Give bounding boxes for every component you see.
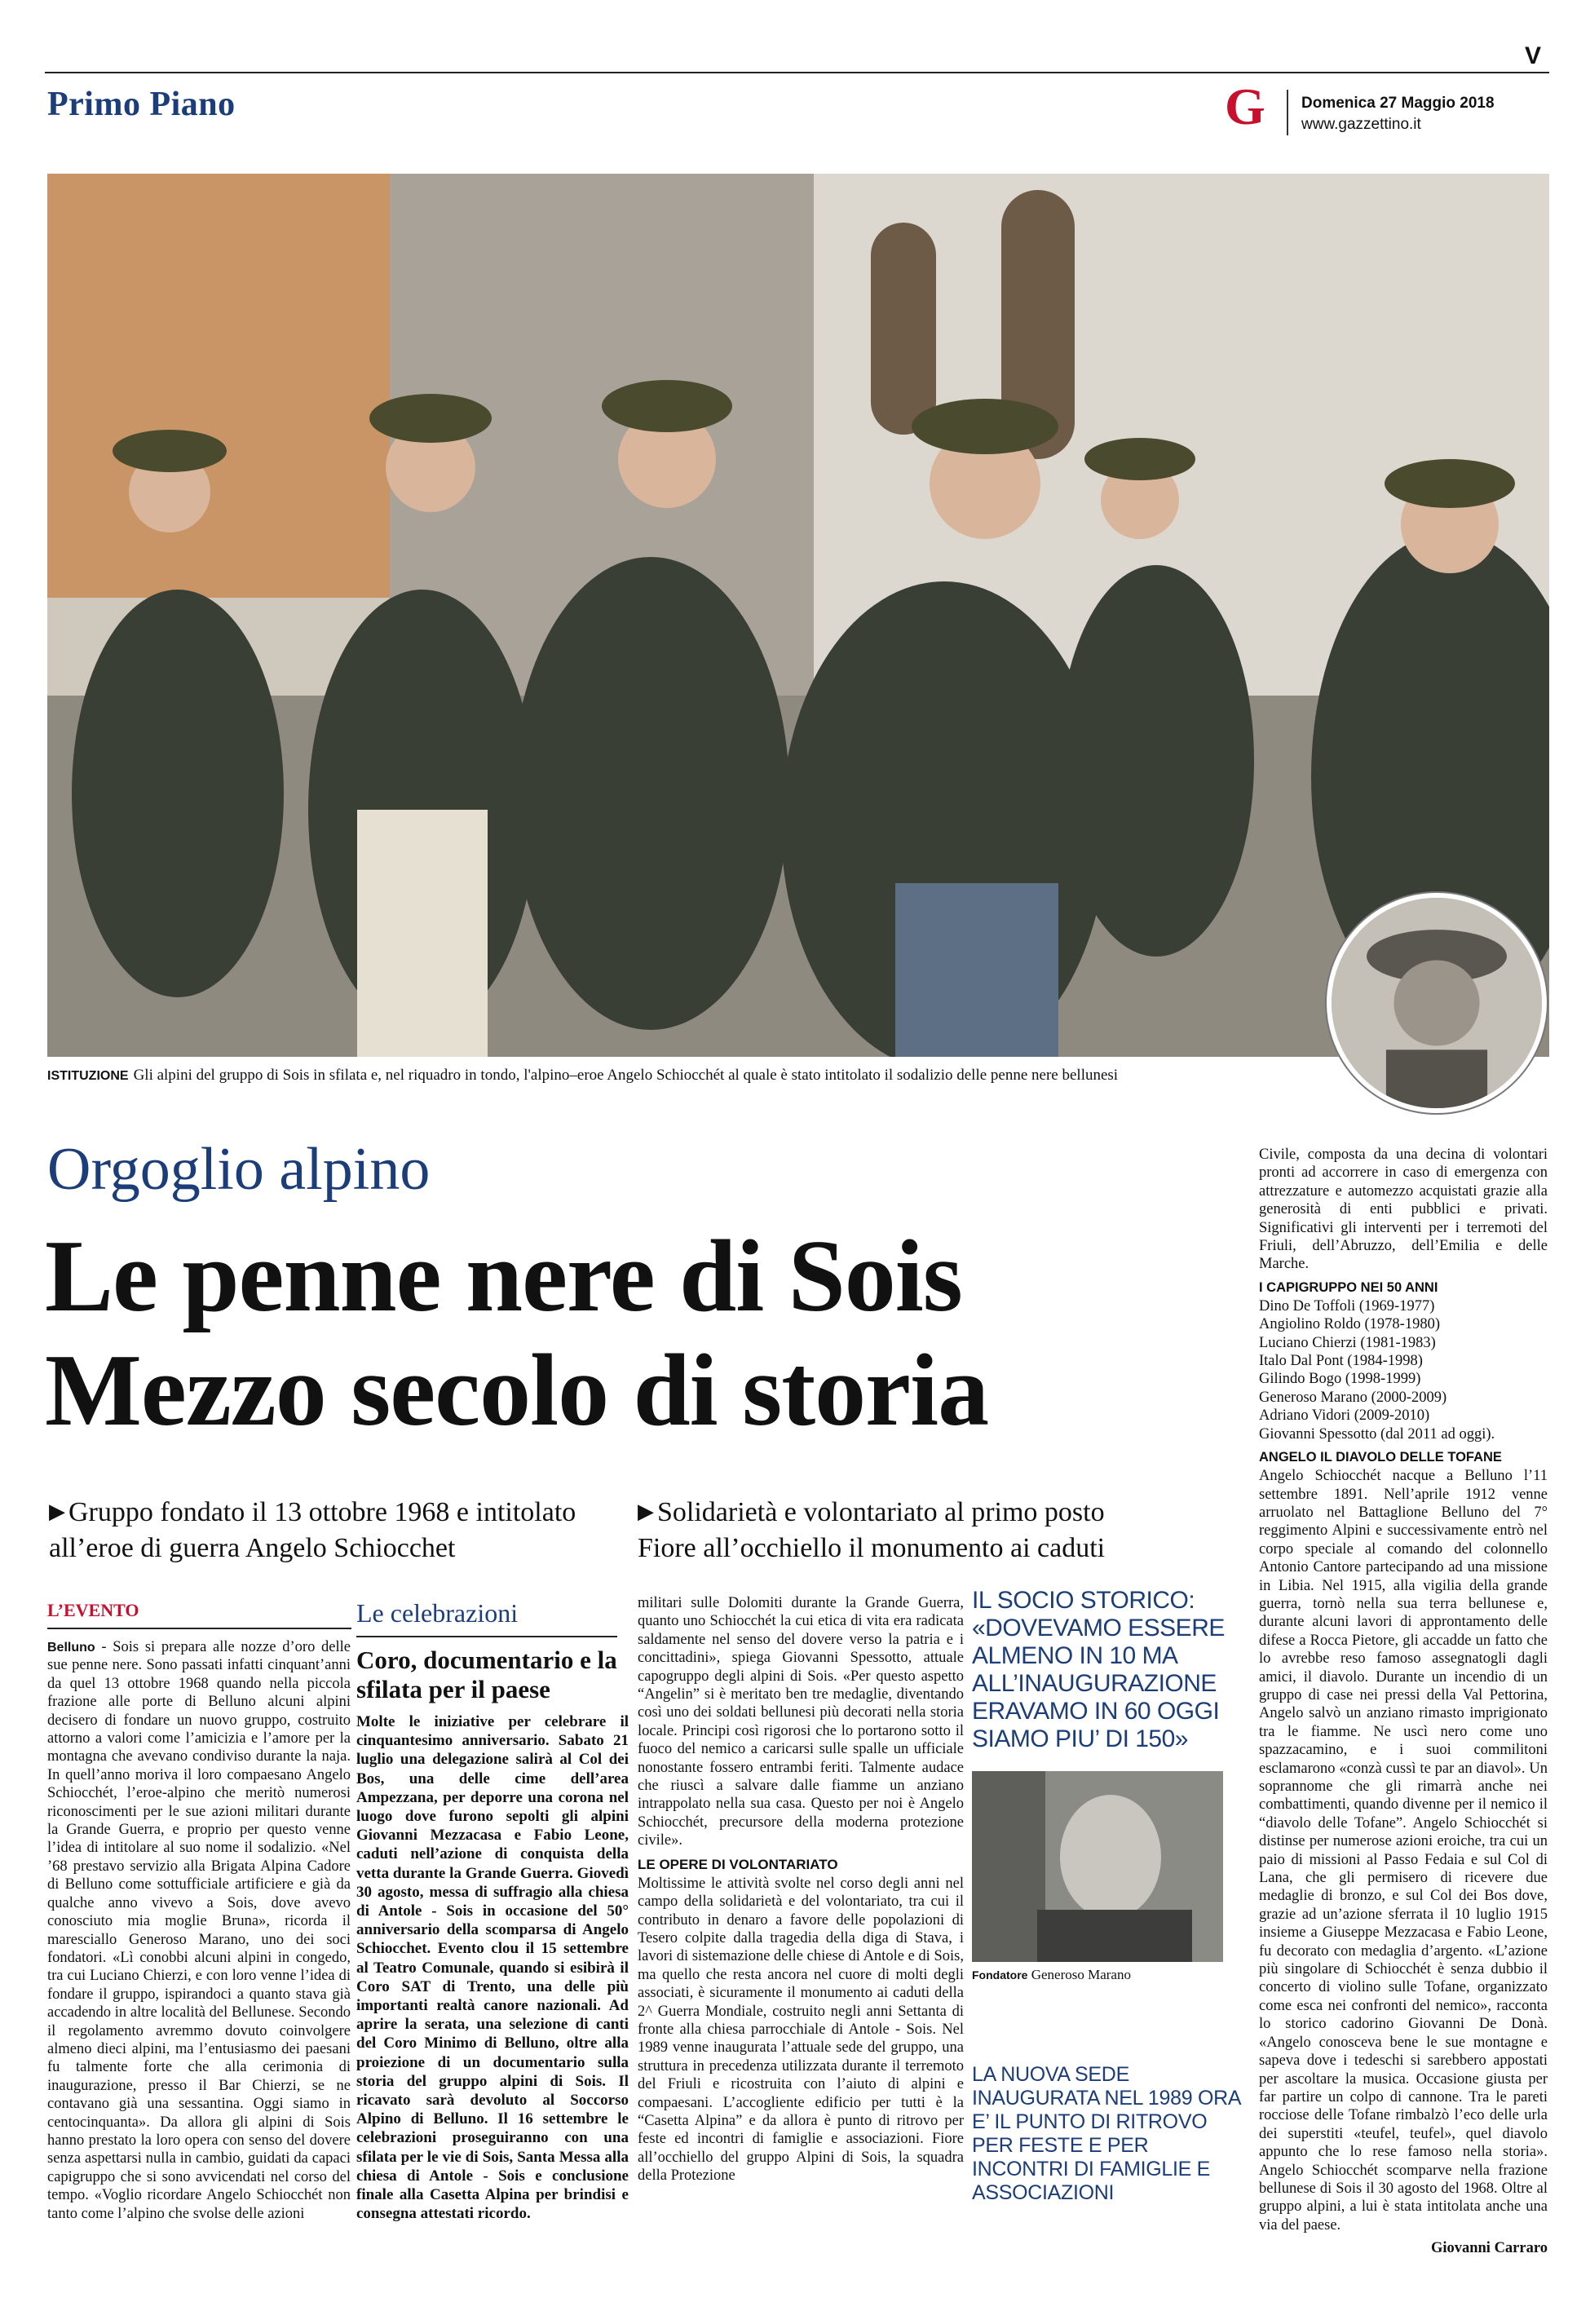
evento-text: - Sois si prepara alle nozze d’oro delle sue penne nere. Sono passati infatti cinquant’anni da quel 13 ottobre 1968 quando nella piccola frazione alle porte di Belluno alcuni alpini decisero di fondare un nuovo gruppo, costruito attorno a valori come l’amicizia e l’amore per la montagna che avevano condiviso durante la naja. In quell’anno moriva il loro compaesano Angelo Schiocchét, l’eroe-alpino che meritò numerosi riconoscimenti per le sue azioni militari durante la Grande Guerra, e proprio per questo venne l’idea di intitolare al suo nome il sodalizio. «Nel ’68 prestavo servizio alla Brigata Alpina Cadore di Belluno come sottufficiale artificiere e già da qualche anno vivevo a Sois, dove avevo conosciuto mia moglie Bruna», ricorda il maresciallo Generoso Marano, uno dei soci fondatori. «Lì conobbi alcuni alpini in congedo, tra cui Luciano Chierzi, e con loro venne l’idea di fondare il gruppo, ispirandoci a quanto stava già accadendo in altre località del Bellunese. Secondo il regolamento avremmo dovuto coinvolgere almeno dieci alpini, ma l’entusiasmo dei paesani fu talmente forte che alla cerimonia di inaugurazione, presso il Bar Chierzi, se ne contavano già una sessantina. Oggi siamo in centocinquanta». Da allora gli alpini di Sois hanno prestato la loro opera con senso del dovere senza aspettarsi nulla in cambio, guidati da capaci capigruppo che si sono avvicendati nel corso del tempo. «Voglio ricordare Angelo Schiocchét non tanto come l’alpino che svolse delle azioni	[47, 1639, 351, 2222]
evento-paragraph	[47, 1638, 351, 2223]
headline	[45, 1220, 1252, 1448]
photo-caption	[47, 1066, 1303, 1085]
pull-quote-socio: IL SOCIO STORICO: «DOVEVAMO ESSERE ALMENO IN 10 MA ALL’INAUGURAZIONE ERAVAMO IN 60 OGGI SIAMO PIU’ DI 150»	[972, 1587, 1225, 1752]
main-photo	[47, 174, 1549, 1057]
portrait-caption-lead: Fondatore	[972, 1968, 1028, 1982]
issue-date: Domenica 27 Maggio 2018	[1301, 95, 1495, 112]
column-right	[1259, 1146, 1548, 2258]
column-celebrazioni	[356, 1712, 629, 2223]
triangle-icon: ▶	[49, 1500, 65, 1523]
sub-right-line-1: Solidarietà e volontariato al primo posto	[657, 1497, 1105, 1527]
section-label: Primo Piano	[47, 86, 236, 123]
headline-line-2: Mezzo secolo di storia	[45, 1334, 989, 1447]
portrait-illustration	[972, 1771, 1223, 1962]
list-item: Gilindo Bogo (1998-1999)	[1259, 1371, 1421, 1388]
caption-text: Gli alpini del gruppo di Sois in sfilata e, nel riquadro in tondo, l'alpino–eroe Angelo Schiocchét al quale è stato intitolato il sodalizio delle penne nere bellunesi	[133, 1067, 1119, 1084]
list-item: Generoso Marano (2000-2009)	[1259, 1389, 1447, 1406]
pull-quote-sede: LA NUOVA SEDE INAUGURATA NEL 1989 ORA E’ IL PUNTO DI RITROVO PER FESTE E PER INCONTRI DI FAMIGLIE E ASSOCIAZIONI	[972, 2063, 1240, 2204]
list-item: Dino De Toffoli (1969-1977)	[1259, 1297, 1435, 1314]
list-item: Luciano Chierzi (1981-1983)	[1259, 1334, 1436, 1351]
celebrazioni-rule	[356, 1636, 617, 1637]
column-continuation	[638, 1594, 964, 2185]
inset-portrait-schiocchet	[1327, 893, 1547, 1113]
diavolo-subhead: ANGELO IL DIAVOLO DELLE TOFANE	[1259, 1450, 1502, 1465]
list-item: Giovanni Spessotto (dal 2011 ad oggi).	[1259, 1425, 1495, 1443]
list-item: Italo Dal Pont (1984-1998)	[1259, 1353, 1423, 1370]
sub-right-line-2: Fiore all’occhiello il monumento ai caduti	[638, 1533, 1106, 1563]
kicker: Orgoglio alpino	[47, 1136, 431, 1203]
triangle-icon: ▶	[638, 1500, 654, 1523]
capigruppo-list	[1259, 1297, 1548, 1443]
top-rule	[45, 72, 1549, 73]
continuation-text-a: militari sulle Dolomiti durante la Grande Guerra, quanto uno Schiocchét la cui etica di vita era radicata saldamente nel senso del dovere verso la patria e i concittadini», spiega Giovanni Spessotto, attuale capogruppo degli alpini di Sois. «Per questo aspetto “Angelin” si è meritato ben tre medaglie, diventando così uno dei soldati bellunesi più decorati nella storia locale. Principi così rigorosi che lo portarono sotto il fuoco del nemico a caricarsi sulle spalle un ufficiale nonostante fossero entrambi feriti. Talmente audace che riuscì a salvare dalle fiamme un anziano intrappolato nella sua casa. Questo per noi è Angelo Schiocchét, precursore della moderna protezione civile».	[638, 1595, 964, 1849]
list-item: Adriano Vidori (2009-2010)	[1259, 1407, 1430, 1425]
subheadline-left	[49, 1494, 636, 1566]
continuation-text-b: Moltissime le attività svolte nel corso degli anni nel campo della solidarietà e del volontariato, tra cui il contributo in denaro a favore delle popolazioni di Tesero colpite dalla tragedia della diga di Stava, i lavori di sistemazione delle chiese di Antole e di Sois, ma quello che resta ancora nel cuore di molti degli associati, è sicuramente il monumento ai caduti della 2^ Guerra Mondiale, costruito negli anni Settanta di fronte alla chiesa parrocchiale di Antole - Sois. Nel 1989 venne inaugurata l’attuale sede del gruppo, una struttura in precedenza utilizzata durante il terremoto del Friuli e ricostruita con l’aiuto di alpini e compaesani. L’accogliente edificio per tutti è la “Casetta Alpina” e da allora è punto di ritrovo per feste ed incontri di famiglie e associazioni. Fiore all’occhiello del gruppo Alpini di Sois, la squadra della Protezione	[638, 1875, 964, 2185]
parade-photo-illustration	[47, 174, 1549, 1057]
diavolo-text: Angelo Schiocchét nacque a Belluno l’11 settembre 1891. Nell’aprile 1912 venne arruolato nel Battaglione Belluno del 7° reggimento Alpini e successivamente entrò nel corpo speciale al comando del colonnello Antonio Cantore partecipando ad una missione in Libia. Nel 1915, alla vigilia della grande guerra, tornò nella sua terra bellunese e, durante alcuni lavori di approntamento delle difese a Rocca Pietore, gli accadde un fatto che lo avrebbe reso famoso assegnatogli dagli amici, il diavolo. Durante un incendio di un gruppo di case nei pressi della Val Pettorina, Angelo salvò un anziano rimasto imprigionato tra le fiamme. Ne uscì nero come uno spazzacamino, e i suoi commilitoni esclamarono «conzà cussì te par an diavol». Un soprannome che gli rimarrà anche nei combattimenti, quando divenne per il nemico il “diavolo delle Tofane”. Angelo Schiocchét si distinse per numerose azioni eroiche, tra cui un paio di missioni al Passo Fedaia e sul Col di Lana, che gli permisero di ricevere due medaglie di bronzo, e sul Col dei Bos dove, grazie ad un’azione sferrata il 10 luglio 1915 insieme a Giuseppe Mezzacasa e Fabio Leone, fu decorato con medaglia d’argento. «L’azione più singolare di Schiocchét è senza dubbio il concerto di violino sulle Tofane, organizzato come esca nei confronti del nemico», racconta lo storico cadorino Giovanni De Donà. «Angelo conosceva bene le sue montagne e sapeva dove i tedeschi si sarebbero appostati per ascoltare la musica. Occasione giusta per far partire un colpo di cannone. Tra le pareti rocciose delle Tofane rimbalzò l’eco delle urla dei superstiti «teufel, teufel», quel diavolo appunto che lo rese famoso nella storia». Angelo Schiocchét scomparve nella frazione bellunese di Sois il 30 agosto del 1968. Oltre al gruppo alpini, a lui è stata intitolata anche una via del paese.	[1259, 1468, 1548, 2233]
masthead-separator	[1287, 90, 1288, 135]
celebrazioni-label: Le celebrazioni	[356, 1598, 519, 1628]
capigruppo-subhead: I CAPIGRUPPO NEI 50 ANNI	[1259, 1279, 1438, 1295]
celebrazioni-title: Coro, documentario e la sfilata per il paese	[356, 1646, 617, 1703]
author-signature: Giovanni Carraro	[1430, 2240, 1548, 2257]
page-letter: V	[1525, 42, 1542, 69]
inset-portrait-illustration	[1332, 898, 1542, 1108]
caption-lead: ISTITUZIONE	[47, 1069, 129, 1083]
website-link[interactable]: www.gazzettino.it	[1301, 116, 1421, 133]
celebrazioni-text: Molte le iniziative per celebrare il cinquantesimo anniversario. Sabato 21 luglio una delegazione salirà al Col dei Bos, una delle cime dell’area Ampezzana, per deporre una corona nel luogo dove furono sepolti gli alpini Giovanni Mezzacasa e Fabio Leone, caduti nell’azione di conquista della vetta durante la Grande Guerra. Giovedì 30 agosto, messa di suffragio alla chiesa di Antole - Sois in occasione del 50° anniversario della scomparsa di Angelo Schiocchet. Evento clou il 15 settembre al Teatro Comunale, quando si esibirà il Coro SAT di Trento, una delle più importanti realtà canore nazionali. Ad aprire la serata, una selezione di canti del Coro Minimo di Belluno, oltre alla proiezione di un documentario sulla storia del gruppo alpini di Sois. Il ricavato sarà devoluto al Soccorso Alpino di Belluno. Il 16 settembre le celebrazioni proseguiranno con una sfilata per le vie di Sois, Santa Messa alla chiesa di Antole - Sois e conclusione finale alla Casetta Alpina per brindisi e consegna attestati ricordo.	[356, 1713, 629, 2223]
portrait-caption	[972, 1967, 1131, 1983]
gazzettino-logo: G	[1225, 77, 1265, 135]
evento-label: L’EVENTO	[47, 1600, 139, 1620]
list-item: Angiolino Roldo (1978-1980)	[1259, 1316, 1440, 1333]
column-evento	[47, 1638, 351, 2223]
protezione-civile-text: Civile, composta da una decina di volontari pronti ad accorrere in caso di emergenza con attrezzature e automezzo acquistati grazie alla generosità di enti pubblici e privati. Significativi gli interventi per i terremoti del Friuli, dell’Abruzzo, dell’Emilia e delle Marche.	[1259, 1147, 1548, 1273]
headline-line-1: Le penne nere di Sois	[45, 1220, 962, 1333]
portrait-caption-name: Generoso Marano	[1027, 1967, 1131, 1982]
evento-rule	[47, 1628, 351, 1629]
sub-left-line-1: Gruppo fondato il 13 ottobre 1968 e intitolato	[68, 1497, 576, 1527]
volontariato-subhead: LE OPERE DI VOLONTARIATO	[638, 1856, 838, 1872]
subheadline-right	[638, 1494, 1225, 1566]
portrait-photo-marano	[972, 1771, 1223, 1962]
dateline-place: Belluno	[47, 1641, 95, 1655]
sub-left-line-2: all’eroe di guerra Angelo Schiocchet	[49, 1533, 456, 1563]
